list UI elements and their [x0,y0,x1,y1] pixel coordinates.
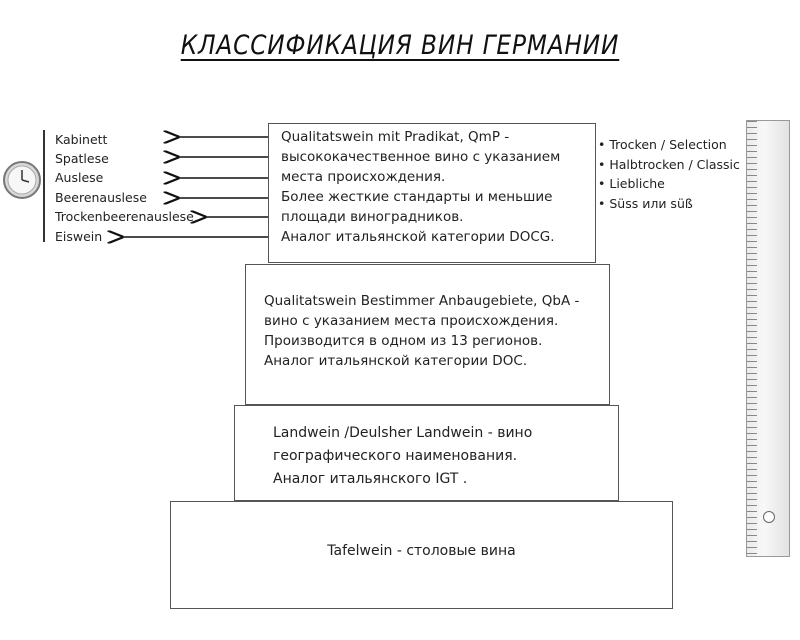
page-title: КЛАССИФИКАЦИЯ ВИН ГЕРМАНИИ [180,30,620,61]
predicate-item: Trockenbeerenauslese [55,209,194,224]
pyramid-level-qmp [268,123,596,263]
pyramid-level-qba-text: Qualitatswein Bestimmer Anbaugebiete, QbA - вино с указанием места происхождения. Производится в одном из 13 регионов. Аналог итальянской категории DOC. [264,293,580,369]
ruler-icon [746,120,790,557]
predicate-item: Kabinett [55,132,108,147]
pyramid-level-qba [245,264,610,405]
sweetness-item: • Süss или süß [598,194,750,214]
pyramid-level-tafelwein [170,501,673,609]
pyramid-level-qmp-text: Qualitatswein mit Pradikat, QmP - высококачественное вино с указанием места происхождения. Более жесткие стандарты и меньшие площади виноградников. Аналог итальянской категории DOCG. [281,129,561,245]
ruler-hole [763,511,775,523]
predicate-item: Spatlese [55,151,109,166]
pyramid-level-landwein [234,405,619,501]
predicate-item: Auslese [55,170,104,185]
pyramid-level-landwein-text: Landwein /Deulsher Landwein - вино географического наименования. Аналог итальянского IGT . [273,425,533,487]
sweetness-item: • Liebliche [598,174,750,194]
pyramid-level-tafelwein-text: Tafelwein - столовые вина [327,543,516,559]
predicate-item: Eiswein [55,229,103,244]
sweetness-list [598,135,750,213]
sweetness-item: • Trocken / Selection [598,135,750,155]
sweetness-item: • Halbtrocken / Classic [598,155,750,175]
ruler-ticks [747,121,757,556]
predicate-item: Beerenauslese [55,190,147,205]
